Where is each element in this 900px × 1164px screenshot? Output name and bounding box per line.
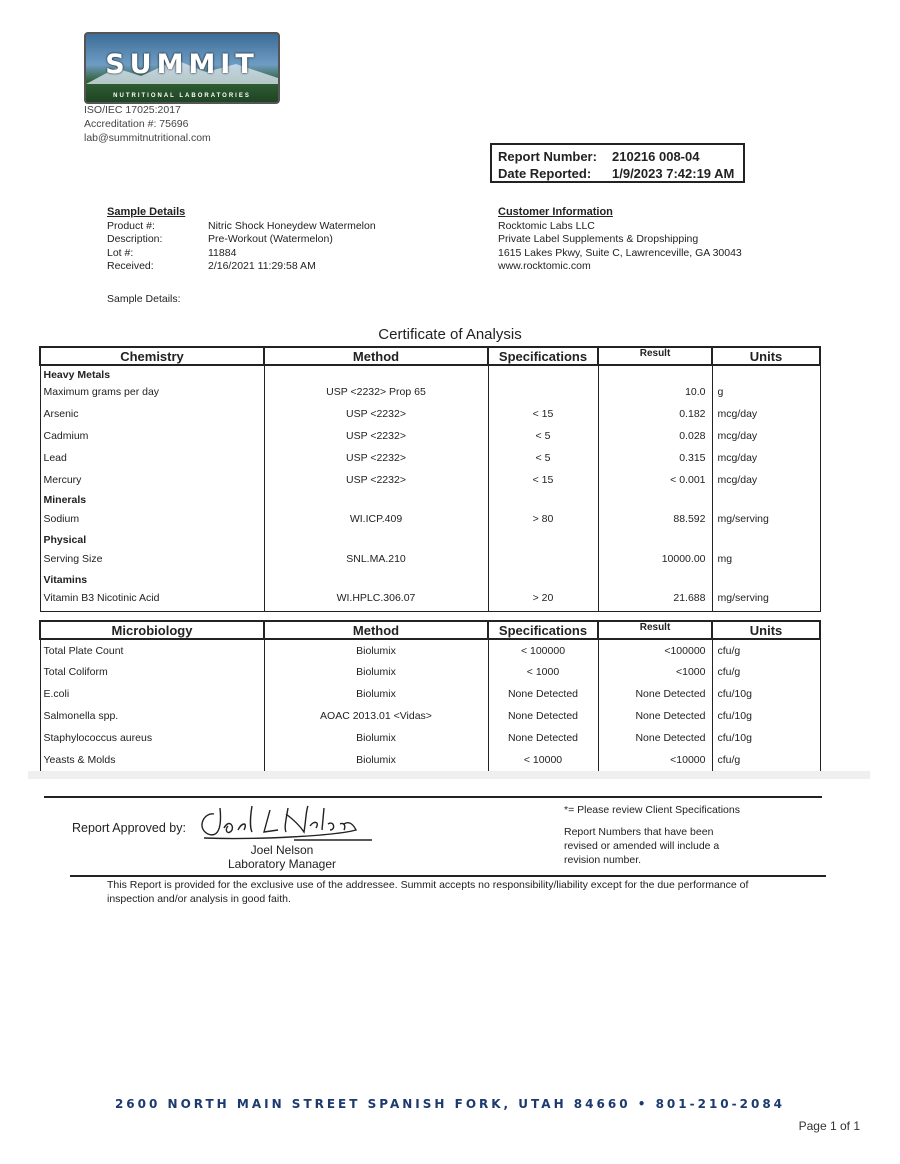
accreditation-standard: ISO/IEC 17025:2017 xyxy=(84,104,181,116)
analyte-cell: Salmonella spp. xyxy=(40,705,264,727)
method-cell: WI.ICP.409 xyxy=(264,506,488,531)
column-header: Microbiology xyxy=(40,621,264,639)
accreditation-block xyxy=(84,103,211,145)
units-cell: mcg/day xyxy=(717,430,758,442)
specification-cell: < 15 xyxy=(488,469,598,491)
table-row xyxy=(40,506,820,531)
report-number-label: Report Number: xyxy=(498,149,597,164)
empty-cell xyxy=(488,365,598,381)
client-spec-note: *= Please review Client Specifications xyxy=(564,804,740,816)
units-cell: cfu/10g xyxy=(717,732,752,744)
units-cell: cfu/g xyxy=(717,753,741,766)
units-cell: mcg/day xyxy=(717,408,758,420)
table-row xyxy=(40,447,820,469)
lot-value: 11884 xyxy=(208,246,237,259)
empty-cell xyxy=(264,571,488,586)
result-cell: 0.315 xyxy=(598,447,712,469)
empty-cell xyxy=(488,571,598,586)
column-header: Chemistry xyxy=(40,347,264,365)
column-header: Specifications xyxy=(488,621,598,639)
report-info-box xyxy=(490,143,745,183)
table-row xyxy=(40,425,820,447)
analyte-cell: Mercury xyxy=(40,469,264,491)
units-cell: cfu/g xyxy=(717,644,741,657)
lot-label: Lot #: xyxy=(107,246,134,259)
category-label: Heavy Metals xyxy=(40,365,264,381)
result-cell: 88.592 xyxy=(598,506,712,531)
specification-cell: < 5 xyxy=(488,425,598,447)
lab-address: 2600 NORTH MAIN STREET SPANISH FORK, UTAH 84660 • 801-210-2084 xyxy=(114,1097,786,1111)
customer-info-heading: Customer Information xyxy=(498,206,613,218)
divider xyxy=(44,796,822,798)
logo-wordmark: SUMMIT xyxy=(105,49,259,80)
customer-info xyxy=(498,206,742,274)
analyte-cell: Vitamin B3 Nicotinic Acid xyxy=(40,586,264,611)
report-number: 210216 008-04 xyxy=(612,149,700,164)
chemistry-table xyxy=(39,346,821,612)
units-cell: mcg/day xyxy=(717,474,758,486)
customer-line: Private Label Supplements & Dropshipping xyxy=(498,233,699,245)
product-label: Product #: xyxy=(107,219,155,232)
description-label: Description: xyxy=(107,233,163,245)
empty-cell xyxy=(488,491,598,506)
column-header: Units xyxy=(712,621,820,639)
category-row xyxy=(40,365,820,381)
empty-cell xyxy=(712,531,820,546)
method-cell: Biolumix xyxy=(264,683,488,705)
document-title: Certificate of Analysis xyxy=(378,326,522,343)
table-row xyxy=(40,403,820,425)
separator-band xyxy=(28,771,870,779)
empty-cell xyxy=(488,531,598,546)
signatory-name: Joel Nelson xyxy=(250,843,314,857)
divider xyxy=(70,875,826,877)
description-value: Pre-Workout (Watermelon) xyxy=(208,233,333,245)
result-cell: None Detected xyxy=(598,727,712,749)
table-row xyxy=(40,661,820,683)
sample-details xyxy=(107,206,376,274)
empty-cell xyxy=(598,365,712,381)
received-label: Received: xyxy=(107,260,154,272)
result-cell: None Detected xyxy=(598,683,712,705)
empty-cell xyxy=(712,365,820,381)
method-cell: SNL.MA.210 xyxy=(264,546,488,571)
result-cell: 0.182 xyxy=(598,403,712,425)
method-cell: Biolumix xyxy=(264,727,488,749)
method-cell: Biolumix xyxy=(264,639,488,661)
product-value: Nitric Shock Honeydew Watermelon xyxy=(208,219,376,232)
result-cell: < 0.001 xyxy=(598,469,712,491)
method-cell: Biolumix xyxy=(264,749,488,771)
empty-cell xyxy=(264,531,488,546)
sample-details-heading: Sample Details xyxy=(107,206,186,218)
column-header: Result xyxy=(598,347,712,365)
units-cell: mg/serving xyxy=(717,592,769,605)
analyte-cell: Serving Size xyxy=(40,546,264,571)
revision-note: Report Numbers that have been revised or amended will include a revision number. xyxy=(564,826,720,866)
table-row xyxy=(40,639,820,661)
customer-line: www.rocktomic.com xyxy=(498,260,591,272)
signatory-role: Laboratory Manager xyxy=(227,857,337,871)
signature-image xyxy=(194,800,374,846)
analyte-cell: Cadmium xyxy=(40,425,264,447)
specification-cell: < 10000 xyxy=(488,749,598,771)
analyte-cell: Lead xyxy=(40,447,264,469)
units-cell: g xyxy=(717,386,724,398)
units-cell: cfu/g xyxy=(717,666,741,678)
empty-cell xyxy=(712,491,820,506)
category-label: Minerals xyxy=(40,491,264,506)
method-cell: USP <2232> xyxy=(264,447,488,469)
column-header: Units xyxy=(712,347,820,365)
signature xyxy=(194,800,374,846)
logo-tagline: NUTRITIONAL LABORATORIES xyxy=(113,93,251,99)
result-cell: 10000.00 xyxy=(598,546,712,571)
column-header: Method xyxy=(264,621,488,639)
specification-cell: None Detected xyxy=(488,705,598,727)
table-row xyxy=(40,705,820,727)
analyte-cell: Maximum grams per day xyxy=(40,381,264,403)
sample-details-note: Sample Details: xyxy=(107,293,181,305)
received-value: 2/16/2021 11:29:58 AM xyxy=(208,260,316,272)
category-label: Vitamins xyxy=(40,571,264,586)
approved-by-label: Report Approved by: xyxy=(72,821,186,835)
page-number: Page 1 of 1 xyxy=(798,1119,860,1133)
microbiology-table xyxy=(39,620,821,772)
table-row xyxy=(40,749,820,771)
customer-line: Rocktomic Labs LLC xyxy=(498,219,595,232)
lab-email: lab@summitnutritional.com xyxy=(84,132,211,144)
result-cell: None Detected xyxy=(598,705,712,727)
accreditation-number: Accreditation #: 75696 xyxy=(84,118,189,130)
method-cell: USP <2232> xyxy=(264,469,488,491)
result-cell: <1000 xyxy=(598,661,712,683)
result-cell: <10000 xyxy=(598,749,712,771)
table-row xyxy=(40,683,820,705)
date-reported-label: Date Reported: xyxy=(498,166,592,181)
method-cell: USP <2232> xyxy=(264,403,488,425)
empty-cell xyxy=(712,571,820,586)
summit-logo xyxy=(84,32,280,104)
disclaimer: This Report is provided for the exclusive use of the addressee. Summit accepts no responsibility/liability except for the due performance of inspection and/or analysis in good faith. xyxy=(107,879,749,905)
specification-cell: < 100000 xyxy=(488,639,598,661)
specification-cell: > 20 xyxy=(488,586,598,611)
table-row xyxy=(40,546,820,571)
method-cell: USP <2232> xyxy=(264,425,488,447)
analyte-cell: Yeasts & Molds xyxy=(40,749,264,771)
table-row xyxy=(40,381,820,403)
specification-cell xyxy=(488,546,598,571)
specification-cell: None Detected xyxy=(488,683,598,705)
method-cell: USP <2232> Prop 65 xyxy=(264,381,488,403)
empty-cell xyxy=(598,571,712,586)
units-cell: cfu/10g xyxy=(717,710,752,722)
units-cell: mg/serving xyxy=(717,512,769,525)
analyte-cell: Total Coliform xyxy=(40,661,264,683)
specification-cell: < 5 xyxy=(488,447,598,469)
method-cell: WI.HPLC.306.07 xyxy=(264,586,488,611)
specification-cell: < 15 xyxy=(488,403,598,425)
result-cell: 0.028 xyxy=(598,425,712,447)
empty-cell xyxy=(264,491,488,506)
table-row xyxy=(40,586,820,611)
specification-cell: < 1000 xyxy=(488,661,598,683)
customer-line: 1615 Lakes Pkwy, Suite C, Lawrenceville, GA 30043 xyxy=(498,246,742,259)
analyte-cell: Arsenic xyxy=(40,403,264,425)
analyte-cell: Staphylococcus aureus xyxy=(40,727,264,749)
category-row xyxy=(40,571,820,586)
units-cell: mg xyxy=(717,552,733,565)
specification-cell: None Detected xyxy=(488,727,598,749)
empty-cell xyxy=(598,491,712,506)
category-row xyxy=(40,491,820,506)
chemistry-header-row xyxy=(40,347,820,365)
analyte-cell: Total Plate Count xyxy=(40,639,264,661)
column-header: Method xyxy=(264,347,488,365)
analyte-cell: E.coli xyxy=(40,683,264,705)
column-header: Result xyxy=(598,621,712,639)
units-cell: cfu/10g xyxy=(717,688,752,700)
specification-cell xyxy=(488,381,598,403)
method-cell: Biolumix xyxy=(264,661,488,683)
category-label: Physical xyxy=(40,531,264,546)
signatory xyxy=(220,843,344,871)
result-cell: 21.688 xyxy=(598,586,712,611)
date-reported: 1/9/2023 7:42:19 AM xyxy=(612,166,735,181)
method-cell: AOAC 2013.01 <Vidas> xyxy=(264,705,488,727)
microbiology-header-row xyxy=(40,621,820,639)
empty-cell xyxy=(598,531,712,546)
column-header: Specifications xyxy=(488,347,598,365)
analyte-cell: Sodium xyxy=(40,506,264,531)
result-cell: 10.0 xyxy=(598,381,712,403)
units-cell: mcg/day xyxy=(717,452,758,464)
category-row xyxy=(40,531,820,546)
table-row xyxy=(40,469,820,491)
specification-cell: > 80 xyxy=(488,506,598,531)
empty-cell xyxy=(264,365,488,381)
result-cell: <100000 xyxy=(598,639,712,661)
table-row xyxy=(40,727,820,749)
